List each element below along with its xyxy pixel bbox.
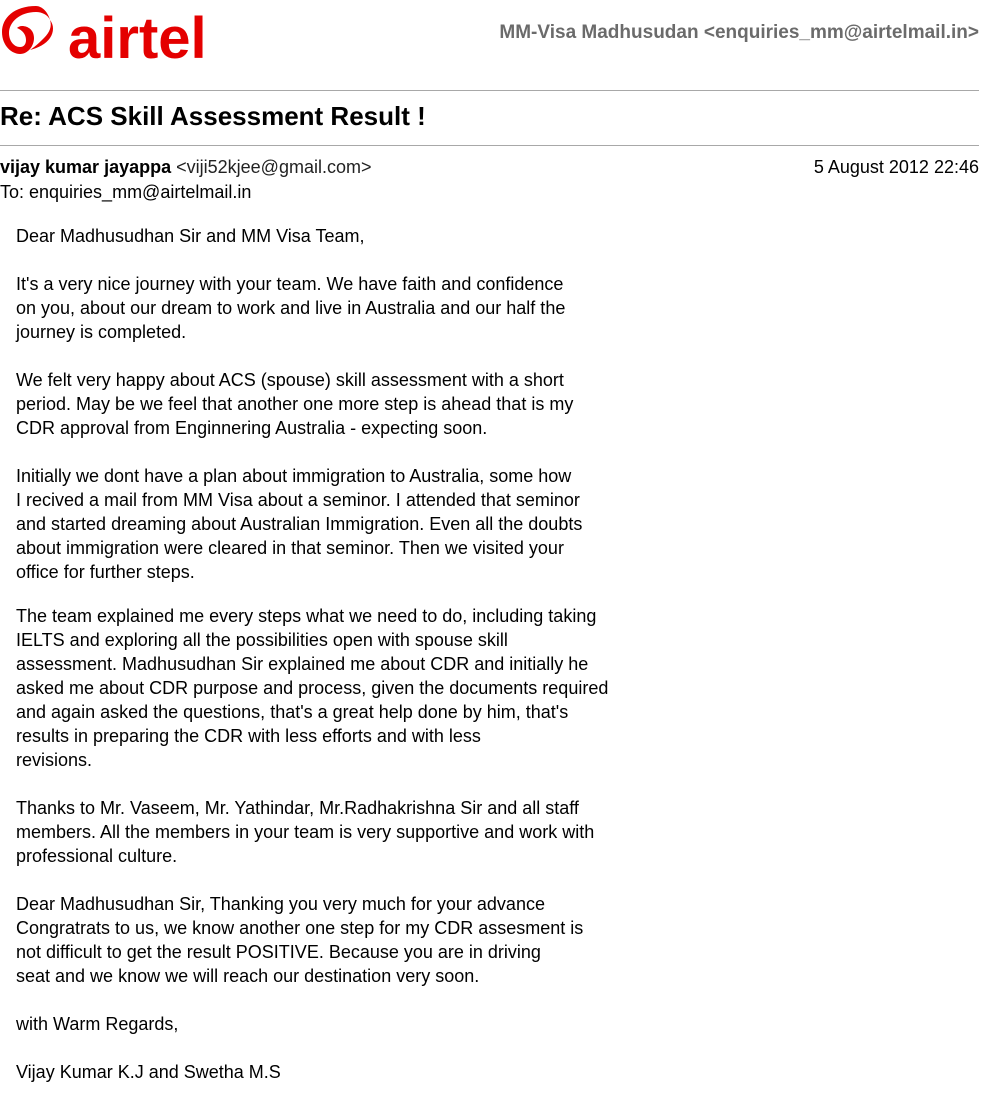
divider-top [0, 90, 979, 91]
recipient-line: To: enquiries_mm@airtelmail.in [0, 182, 252, 202]
email-subject: Re: ACS Skill Assessment Result ! [0, 101, 426, 131]
body-paragraph: It's a very nice journey with your team. We have faith and confidence on you, about our dream to work and live in Australia and our half the journey is completed. [16, 274, 566, 342]
signature: Vijay Kumar K.J and Swetha M.S [16, 1062, 281, 1082]
email-date: 5 August 2012 22:46 [813, 157, 979, 177]
body-paragraph: We felt very happy about ACS (spouse) skill assessment with a short period. May be we feel that another one more step is ahead that is my CDR approval from Enginnering Australia - expecting soon. [16, 370, 574, 438]
account-header: MM-Visa Madhusudan <enquiries_mm@airtelmail.in> [499, 22, 979, 43]
body-paragraph: Initially we dont have a plan about immigration to Australia, some how I recived a mail from MM Visa about a seminor. I attended that seminor and started dreaming about Australian Immigration. Even all the doubts about immigration were cleared in that seminor. Then we visited your office for further steps. [16, 466, 583, 582]
body-paragraph: Dear Madhusudhan Sir and MM Visa Team, [16, 226, 365, 246]
body-paragraph: Dear Madhusudhan Sir, Thanking you very much for your advance Congratrats to us, we know another one step for my CDR assesment is not difficult to get the result POSITIVE. Because you are in driving seat and we know we will reach our destination very soon. [16, 894, 584, 986]
closing-line: with Warm Regards, [16, 1014, 179, 1034]
airtel-logo [0, 0, 220, 70]
body-paragraph: The team explained me every steps what we need to do, including taking IELTS and exploring all the possibilities open with spouse skill assessment. Madhusudhan Sir explained me about CDR and initially he asked me about CDR purpose and process, given the documents required and again asked the questions, that's a great help done by him, that's results in preparing the CDR with less efforts and with less revisions. [16, 606, 609, 770]
sender-name: vijay kumar jayappa [0, 157, 172, 177]
sender-email: <viji52kjee@gmail.com> [176, 157, 372, 177]
divider-subject [0, 145, 979, 146]
email-body [16, 224, 716, 1084]
svg-text:airtel: airtel [68, 6, 207, 70]
sender-line [0, 157, 371, 178]
body-paragraph: Thanks to Mr. Vaseem, Mr. Yathindar, Mr.Radhakrishna Sir and all staff members. All the members in your team is very supportive and work with professional culture. [16, 798, 595, 866]
airtel-logo-mark [0, 0, 220, 70]
